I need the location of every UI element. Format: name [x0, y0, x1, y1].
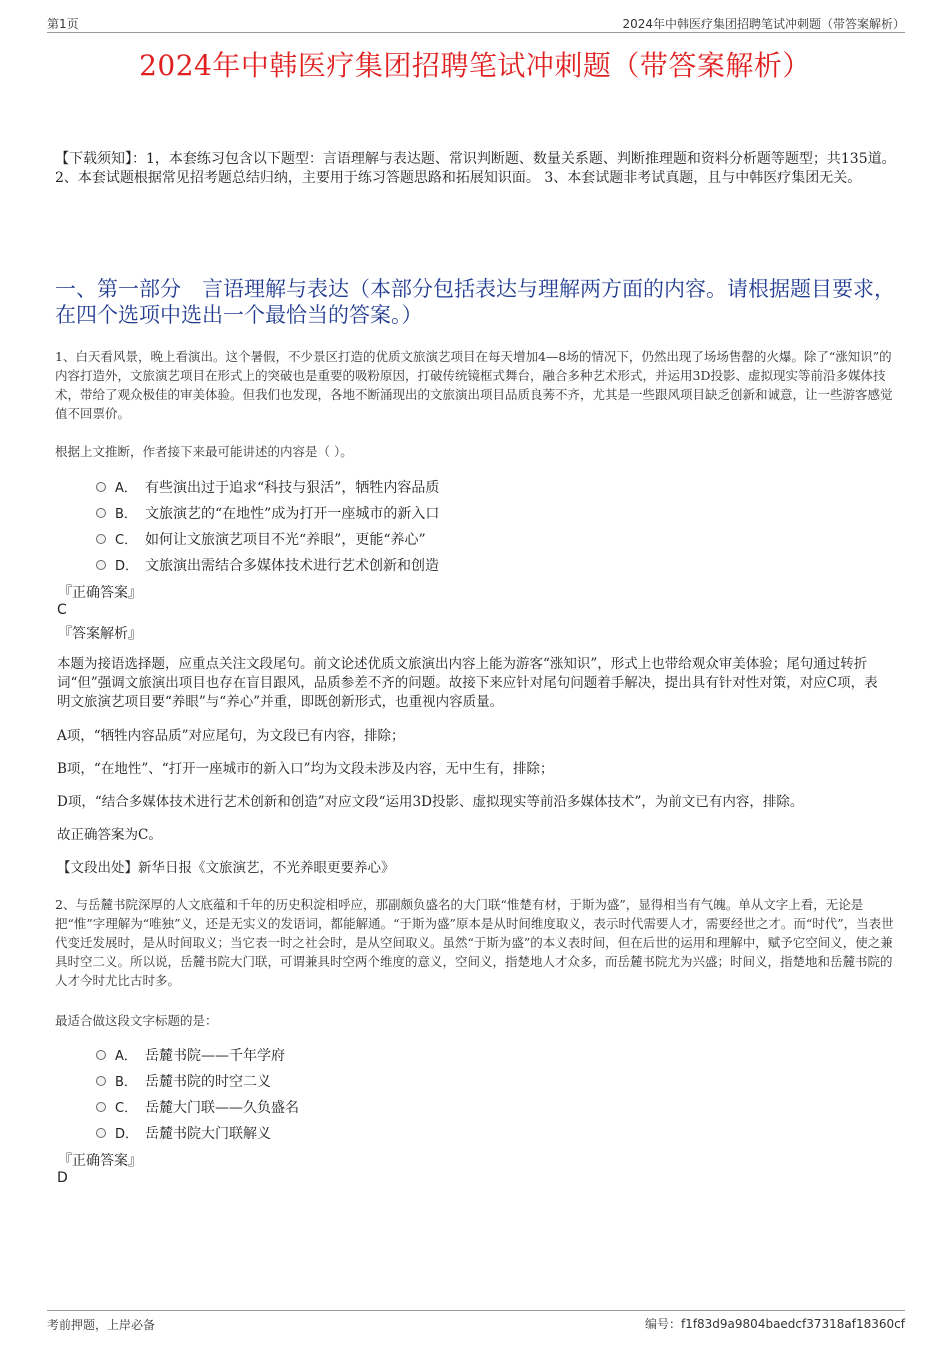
question-1-source: 【文段出处】新华日报《文旅演艺，不光养眼更要养心》: [57, 860, 395, 876]
section-heading: 一、第一部分 言语理解与表达（本部分包括表达与理解两方面的内容。请根据题目要求，在四个选项中选出一个最恰当的答案。）: [55, 277, 895, 327]
question-1-answer-label: 『正确答案』: [58, 585, 142, 601]
option-text: 岳麓大门联——久负盛名: [145, 1100, 299, 1116]
radio-icon[interactable]: [96, 482, 106, 492]
footer-slogan: 考前押题，上岸必备: [47, 1318, 156, 1332]
page-footer: [47, 1310, 905, 1333]
document-code: [645, 1315, 905, 1332]
option-text: 文旅演艺的“在地性”成为打开一座城市的新入口: [145, 506, 440, 522]
page-number: 第1页: [47, 17, 79, 31]
option-text: 岳麓书院——千年学府: [145, 1048, 285, 1064]
radio-icon[interactable]: [96, 508, 106, 518]
header-doc-title: 2024年中韩医疗集团招聘笔试冲刺题（带答案解析）: [622, 17, 905, 31]
question-1-passage: 1、白天看风景，晚上看演出。这个暑假，不少景区打造的优质文旅演艺项目在每天增加4—8场的情况下，仍然出现了场场售罄的火爆。除了“涨知识”的内容打造外，文旅演艺项目在形式上的突破也是重要的吸粉原因，打破传统镜框式舞台，融合多种艺术形式，并运用3D投影、虚拟现实等前沿多媒体技术，带给了观众极佳的审美体验。但我们也发现，各地不断涌现出的文旅演出项目品质良莠不齐，尤其是一些跟风项目缺乏创新和诚意，让一些游客感觉值不回票价。: [55, 349, 893, 421]
radio-icon[interactable]: [96, 534, 106, 544]
option-letter: D．: [115, 559, 139, 574]
question-2-prompt: 最适合做这段文字标题的是：: [55, 1013, 218, 1028]
option-letter: A．: [115, 1049, 137, 1064]
option-text: 如何让文旅演艺项目不光“养眼”，更能“养心”: [145, 532, 426, 548]
option-letter: C．: [115, 1101, 138, 1116]
radio-icon[interactable]: [96, 1102, 106, 1112]
question-1-conclusion: 故正确答案为C。: [57, 827, 162, 843]
question-1-analysis-a: A项，“牺牲内容品质”对应尾句，为文段已有内容，排除；: [57, 728, 405, 744]
option-letter: B．: [115, 507, 137, 522]
radio-icon[interactable]: [96, 1050, 106, 1060]
option-letter: D．: [115, 1127, 139, 1142]
option-text: 有些演出过于追求“科技与狠活”，牺牲内容品质: [145, 480, 440, 496]
radio-icon[interactable]: [96, 1076, 106, 1086]
download-notice: 【下载须知】：1，本套练习包含以下题型：言语理解与表达题、常识判断题、数量关系题、判断推理题和资料分析题等题型；共135道。 2、本套试题根据常见招考题总结归纳，主要用于练习答题思路和拓展知识面。 3、本套试题非考试真题，且与中韩医疗集团无关。: [55, 151, 896, 186]
option-letter: C．: [115, 533, 138, 548]
question-2-answer: D: [57, 1170, 68, 1186]
document-code-label: 编号：: [644, 1317, 681, 1331]
question-1-prompt: 根据上文推断，作者接下来最可能讲述的内容是（ ）。: [55, 444, 353, 459]
radio-icon[interactable]: [96, 560, 106, 570]
question-1-analysis-label: 『答案解析』: [58, 626, 142, 642]
document-code-value: f1f83d9a9804baedcf37318af18360cf: [680, 1317, 905, 1331]
question-1-analysis-d: D项，“结合多媒体技术进行艺术创新和创造”对应文段“运用3D投影、虚拟现实等前沿多媒体技术”，为前文已有内容，排除。: [57, 794, 804, 810]
question-1-analysis-b: B项，“在地性”、“打开一座城市的新入口”均为文段未涉及内容，无中生有，排除；: [57, 761, 554, 777]
question-2-passage: 2、与岳麓书院深厚的人文底蕴和千年的历史积淀相呼应，那副颇负盛名的大门联“惟楚有材，于斯为盛”，显得相当有气魄。单从文字上看，无论是把“惟”字理解为“唯独”义，还是无实义的发语词，都能解通。“于斯为盛”原本是从时间维度取义，表示时代需要人才，需要经世之才。而“时代”，当表世代变迁发展时，是从时间取义；当它表一时之社会时，是从空间取义。虽然“于斯为盛”的本义表时间，但在后世的运用和理解中，赋予它空间义，使之兼具时空二义。所以说，岳麓书院大门联，可谓兼具时空两个维度的意义，空间义，指楚地人才众多，而岳麓书院尤为兴盛；时间义，指楚地和岳麓书院的人才今时尤比古时多。: [55, 897, 894, 988]
page-header: [47, 14, 905, 33]
option-text: 文旅演出需结合多媒体技术进行艺术创新和创造: [145, 558, 439, 574]
option-text: 岳麓书院大门联解义: [145, 1126, 271, 1142]
radio-icon[interactable]: [96, 1128, 106, 1138]
question-1-answer: C: [57, 602, 67, 618]
document-title: 2024年中韩医疗集团招聘笔试冲刺题（带答案解析）: [139, 49, 811, 82]
question-2-answer-label: 『正确答案』: [58, 1153, 142, 1169]
question-1-analysis-main: 本题为接语选择题，应重点关注文段尾句。前文论述优质文旅演出内容上能为游客“涨知识”，形式上也带给观众审美体验；尾句通过转折词“但”强调文旅演出项目也存在盲目跟风，品质参差不齐的问题。故接下来应针对尾句问题着手解决，提出具有针对性对策，对应C项，表明文旅演艺项目要“养眼”与“养心”并重，即既创新形式，也重视内容质量。: [57, 656, 878, 710]
option-letter: A．: [115, 481, 137, 496]
option-letter: B．: [115, 1075, 137, 1090]
option-text: 岳麓书院的时空二义: [145, 1074, 271, 1090]
